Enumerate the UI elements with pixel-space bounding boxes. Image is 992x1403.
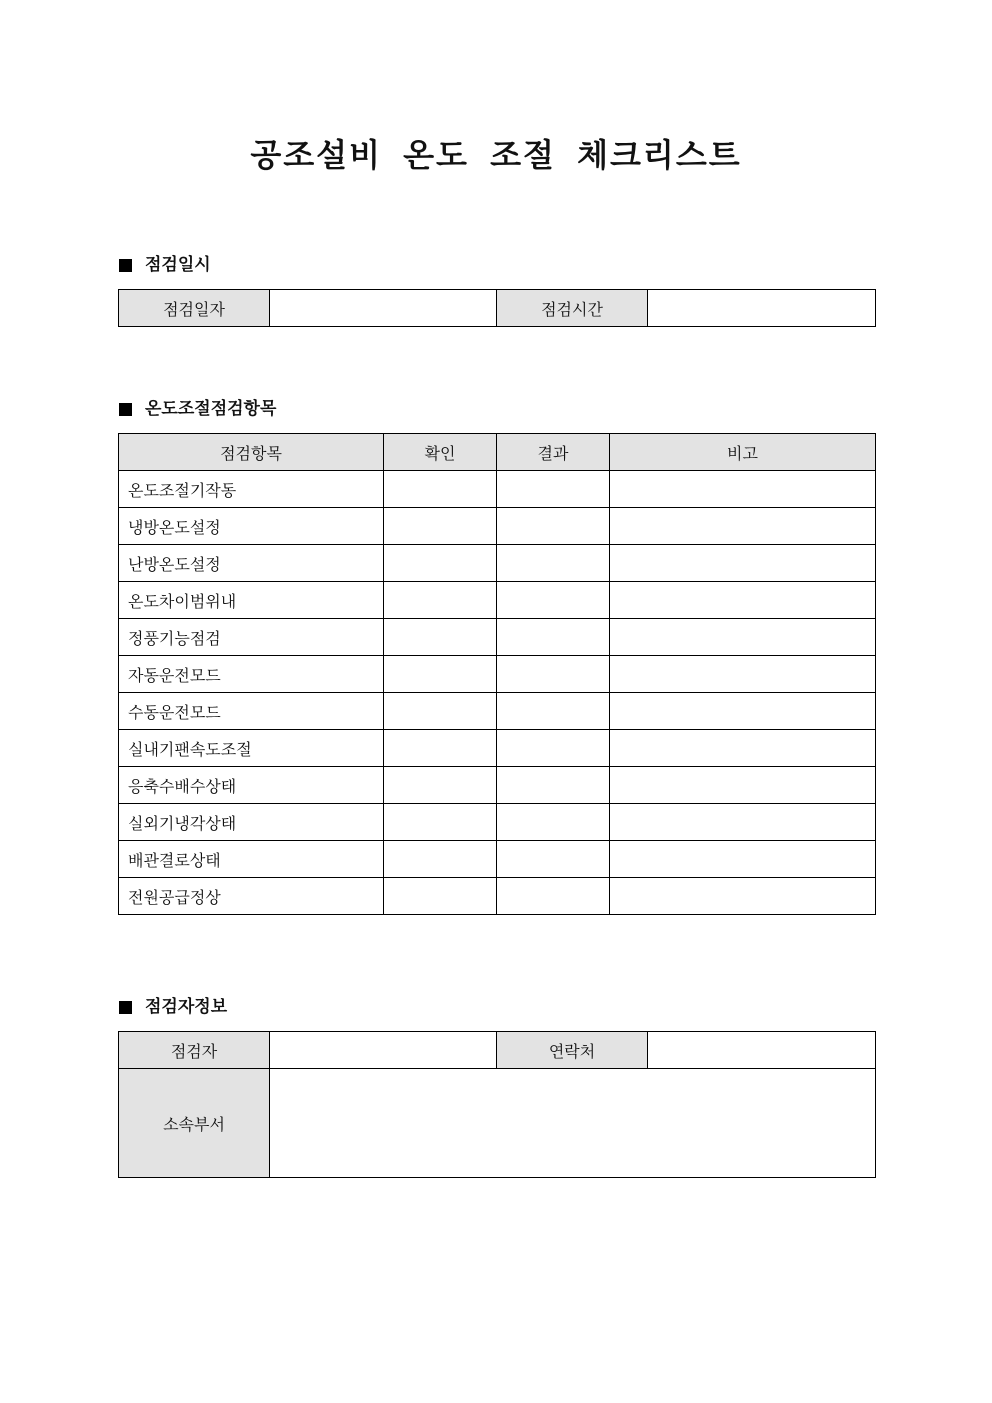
checklist-confirm-cell[interactable]: [384, 730, 497, 767]
checklist-remarks-cell[interactable]: [610, 767, 876, 804]
checklist-row: [119, 730, 876, 767]
checklist-remarks-cell[interactable]: [610, 693, 876, 730]
section-heading-inspector-label: 점검자정보: [145, 997, 228, 1017]
checklist-row: [119, 841, 876, 878]
checklist-result-cell[interactable]: [497, 545, 610, 582]
checklist-item-name: 냉방온도설정: [119, 508, 384, 545]
date-row: [119, 290, 876, 327]
section-heading-inspector: [119, 996, 227, 1018]
checklist-remarks-cell[interactable]: [610, 471, 876, 508]
checklist-row: [119, 508, 876, 545]
checklist-row: [119, 471, 876, 508]
contact-label-cell: 연락처: [497, 1032, 648, 1069]
checklist-item-name: 실외기냉각상태: [119, 804, 384, 841]
checklist-row: [119, 545, 876, 582]
checklist-result-cell[interactable]: [497, 656, 610, 693]
checklist-row: [119, 693, 876, 730]
checklist-result-cell[interactable]: [497, 878, 610, 915]
date-table: [118, 289, 876, 327]
checklist-item-name: 배관결로상태: [119, 841, 384, 878]
checklist-item-name: 난방온도설정: [119, 545, 384, 582]
checklist-confirm-cell[interactable]: [384, 619, 497, 656]
checklist-item-name: 수동운전모드: [119, 693, 384, 730]
checklist-item-name: 온도조절기작동: [119, 471, 384, 508]
checklist-confirm-cell[interactable]: [384, 656, 497, 693]
checklist-result-cell[interactable]: [497, 804, 610, 841]
checklist-row: [119, 619, 876, 656]
checklist-remarks-cell[interactable]: [610, 508, 876, 545]
checklist-confirm-cell[interactable]: [384, 582, 497, 619]
checklist-item-name: 응축수배수상태: [119, 767, 384, 804]
checklist-confirm-cell[interactable]: [384, 508, 497, 545]
inspector-label-cell: 점검자: [119, 1032, 270, 1069]
checklist-remarks-cell[interactable]: [610, 582, 876, 619]
checklist-remarks-cell[interactable]: [610, 545, 876, 582]
black-square-icon: [119, 1001, 132, 1014]
section-heading-items-label: 온도조절점검항목: [145, 399, 277, 419]
checklist-row: [119, 656, 876, 693]
checklist-row: [119, 804, 876, 841]
checklist-remarks-cell[interactable]: [610, 656, 876, 693]
checklist-confirm-cell[interactable]: [384, 767, 497, 804]
checklist-item-name: 실내기팬속도조절: [119, 730, 384, 767]
header-item: 점검항목: [119, 434, 384, 471]
inspector-value-cell[interactable]: [270, 1032, 497, 1069]
section-heading-items: [119, 398, 276, 420]
checklist-row: [119, 767, 876, 804]
checklist-remarks-cell[interactable]: [610, 730, 876, 767]
checklist-table: [118, 433, 876, 915]
checklist-confirm-cell[interactable]: [384, 545, 497, 582]
checklist-confirm-cell[interactable]: [384, 878, 497, 915]
checklist-row: [119, 582, 876, 619]
checklist-remarks-cell[interactable]: [610, 878, 876, 915]
date-label-cell: 점검일자: [119, 290, 270, 327]
section-heading-date: [119, 254, 211, 276]
checklist-result-cell[interactable]: [497, 582, 610, 619]
checklist-confirm-cell[interactable]: [384, 693, 497, 730]
checklist-confirm-cell[interactable]: [384, 841, 497, 878]
contact-value-cell[interactable]: [648, 1032, 876, 1069]
checklist-item-name: 온도차이범위내: [119, 582, 384, 619]
checklist-remarks-cell[interactable]: [610, 841, 876, 878]
checklist-confirm-cell[interactable]: [384, 804, 497, 841]
checklist-remarks-cell[interactable]: [610, 619, 876, 656]
section-heading-date-label: 점검일시: [145, 255, 211, 275]
date-value-cell[interactable]: [270, 290, 497, 327]
checklist-result-cell[interactable]: [497, 471, 610, 508]
checklist-item-name: 자동운전모드: [119, 656, 384, 693]
checklist-result-cell[interactable]: [497, 767, 610, 804]
black-square-icon: [119, 403, 132, 416]
header-confirm: 확인: [384, 434, 497, 471]
checklist-result-cell[interactable]: [497, 841, 610, 878]
page-title: 공조설비 온도 조절 체크리스트: [250, 136, 742, 174]
checklist-result-cell[interactable]: [497, 508, 610, 545]
header-remarks: 비고: [610, 434, 876, 471]
checklist-confirm-cell[interactable]: [384, 471, 497, 508]
time-value-cell[interactable]: [648, 290, 876, 327]
inspector-row: [119, 1032, 876, 1069]
checklist-result-cell[interactable]: [497, 693, 610, 730]
checklist-item-name: 전원공급정상: [119, 878, 384, 915]
department-value-cell[interactable]: [270, 1069, 876, 1178]
time-label-cell: 점검시간: [497, 290, 648, 327]
checklist-item-name: 정풍기능점검: [119, 619, 384, 656]
checklist-row: [119, 878, 876, 915]
department-label-cell: 소속부서: [119, 1069, 270, 1178]
department-row: [119, 1069, 876, 1178]
header-result: 결과: [497, 434, 610, 471]
inspector-table: [118, 1031, 876, 1178]
checklist-result-cell[interactable]: [497, 619, 610, 656]
checklist-remarks-cell[interactable]: [610, 804, 876, 841]
checklist-header-row: [119, 434, 876, 471]
checklist-result-cell[interactable]: [497, 730, 610, 767]
black-square-icon: [119, 259, 132, 272]
